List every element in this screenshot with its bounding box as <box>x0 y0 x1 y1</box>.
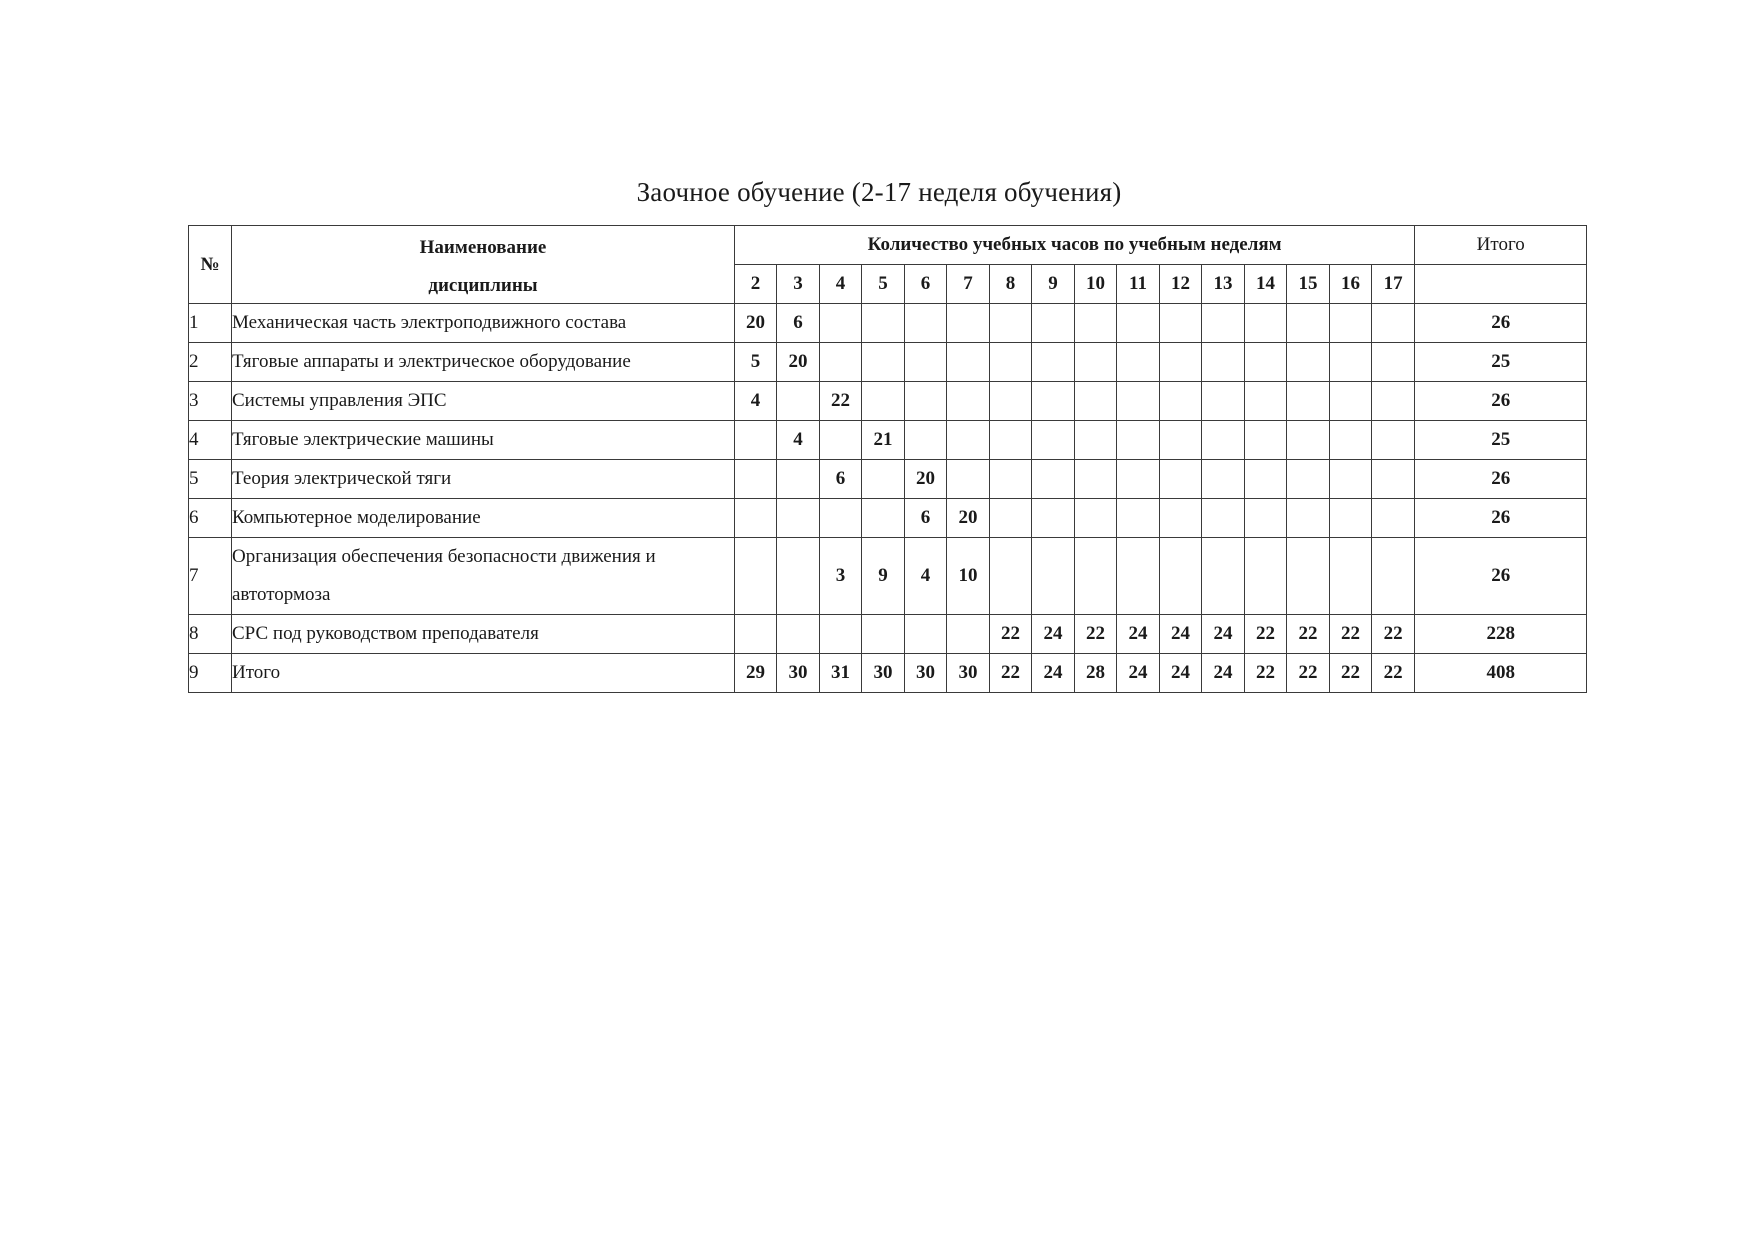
row-week-5-hours <box>862 615 905 654</box>
row-week-11-hours <box>1117 343 1160 382</box>
header-week-17: 17 <box>1372 265 1415 304</box>
header-week-5: 5 <box>862 265 905 304</box>
row-week-11-hours: 24 <box>1117 615 1160 654</box>
row-week-3-hours <box>777 382 820 421</box>
row-week-8-hours <box>990 538 1032 615</box>
row-week-12-hours: 24 <box>1160 654 1202 693</box>
table-row <box>189 460 1587 499</box>
row-week-9-hours <box>1032 421 1075 460</box>
row-week-12-hours <box>1160 538 1202 615</box>
row-week-2-hours: 20 <box>735 304 777 343</box>
row-week-17-hours: 22 <box>1372 654 1415 693</box>
row-week-16-hours <box>1330 538 1372 615</box>
header-week-2: 2 <box>735 265 777 304</box>
row-week-17-hours <box>1372 304 1415 343</box>
header-week-16: 16 <box>1330 265 1372 304</box>
row-week-4-hours <box>820 304 862 343</box>
row-week-14-hours <box>1245 499 1287 538</box>
row-week-6-hours: 30 <box>905 654 947 693</box>
row-week-12-hours <box>1160 460 1202 499</box>
row-week-15-hours <box>1287 499 1330 538</box>
row-week-3-hours <box>777 538 820 615</box>
row-week-9-hours <box>1032 499 1075 538</box>
table-row <box>189 304 1587 343</box>
row-total: 26 <box>1415 460 1587 499</box>
row-week-2-hours <box>735 460 777 499</box>
row-week-13-hours <box>1202 304 1245 343</box>
row-week-16-hours: 22 <box>1330 654 1372 693</box>
row-week-13-hours: 24 <box>1202 654 1245 693</box>
row-week-14-hours <box>1245 382 1287 421</box>
header-week-12: 12 <box>1160 265 1202 304</box>
row-week-3-hours: 4 <box>777 421 820 460</box>
header-week-11: 11 <box>1117 265 1160 304</box>
row-week-4-hours: 6 <box>820 460 862 499</box>
row-week-15-hours <box>1287 421 1330 460</box>
header-week-3: 3 <box>777 265 820 304</box>
row-week-16-hours <box>1330 343 1372 382</box>
row-discipline-name: СРС под руководством преподавателя <box>232 615 735 654</box>
row-week-6-hours <box>905 382 947 421</box>
row-week-5-hours: 21 <box>862 421 905 460</box>
row-number: 9 <box>189 654 232 693</box>
row-week-5-hours <box>862 382 905 421</box>
row-week-7-hours <box>947 460 990 499</box>
row-week-15-hours <box>1287 538 1330 615</box>
row-week-14-hours <box>1245 460 1287 499</box>
row-week-14-hours <box>1245 538 1287 615</box>
row-week-4-hours: 3 <box>820 538 862 615</box>
row-week-16-hours <box>1330 421 1372 460</box>
row-week-14-hours: 22 <box>1245 654 1287 693</box>
row-number: 8 <box>189 615 232 654</box>
row-week-17-hours <box>1372 460 1415 499</box>
row-number: 7 <box>189 538 232 615</box>
header-total: Итого <box>1415 226 1587 265</box>
row-number: 5 <box>189 460 232 499</box>
row-week-2-hours <box>735 421 777 460</box>
header-row-1 <box>189 226 1587 265</box>
row-week-13-hours <box>1202 460 1245 499</box>
row-week-15-hours: 22 <box>1287 615 1330 654</box>
row-week-4-hours <box>820 615 862 654</box>
row-week-14-hours: 22 <box>1245 615 1287 654</box>
row-discipline-name: Организация обеспечения безопасности движения и автотормоза <box>232 538 735 615</box>
row-week-16-hours <box>1330 499 1372 538</box>
row-week-13-hours <box>1202 538 1245 615</box>
table-row <box>189 343 1587 382</box>
row-week-16-hours <box>1330 382 1372 421</box>
row-discipline-name: Компьютерное моделирование <box>232 499 735 538</box>
row-week-10-hours: 22 <box>1075 615 1117 654</box>
row-week-16-hours: 22 <box>1330 615 1372 654</box>
row-week-3-hours: 6 <box>777 304 820 343</box>
row-week-7-hours <box>947 382 990 421</box>
row-week-8-hours <box>990 304 1032 343</box>
header-week-6: 6 <box>905 265 947 304</box>
row-week-9-hours <box>1032 460 1075 499</box>
row-week-4-hours <box>820 343 862 382</box>
row-week-7-hours: 10 <box>947 538 990 615</box>
table-row <box>189 382 1587 421</box>
row-number: 3 <box>189 382 232 421</box>
row-week-10-hours <box>1075 304 1117 343</box>
header-week-14: 14 <box>1245 265 1287 304</box>
row-week-14-hours <box>1245 304 1287 343</box>
row-week-17-hours <box>1372 382 1415 421</box>
page-title: Заочное обучение (2-17 неделя обучения) <box>636 177 1122 207</box>
header-weeks-group: Количество учебных часов по учебным неделям <box>735 226 1415 265</box>
row-week-2-hours <box>735 615 777 654</box>
row-week-4-hours: 22 <box>820 382 862 421</box>
header-discipline-line1: Наименование <box>419 236 547 258</box>
row-week-11-hours <box>1117 460 1160 499</box>
row-week-9-hours: 24 <box>1032 654 1075 693</box>
header-discipline-line2: дисциплины <box>428 274 538 296</box>
header-week-8: 8 <box>990 265 1032 304</box>
row-week-15-hours <box>1287 343 1330 382</box>
row-week-5-hours: 30 <box>862 654 905 693</box>
header-discipline <box>232 226 735 304</box>
row-week-2-hours <box>735 499 777 538</box>
header-week-13: 13 <box>1202 265 1245 304</box>
row-total: 26 <box>1415 304 1587 343</box>
row-week-17-hours <box>1372 538 1415 615</box>
row-week-3-hours: 30 <box>777 654 820 693</box>
row-week-7-hours <box>947 304 990 343</box>
table-row <box>189 615 1587 654</box>
table-row <box>189 538 1587 615</box>
row-week-13-hours <box>1202 382 1245 421</box>
row-total: 228 <box>1415 615 1587 654</box>
row-week-5-hours <box>862 343 905 382</box>
row-week-7-hours <box>947 421 990 460</box>
row-week-17-hours <box>1372 421 1415 460</box>
row-week-4-hours <box>820 421 862 460</box>
row-week-14-hours <box>1245 343 1287 382</box>
row-week-10-hours <box>1075 538 1117 615</box>
row-week-12-hours: 24 <box>1160 615 1202 654</box>
row-week-7-hours <box>947 615 990 654</box>
row-number: 6 <box>189 499 232 538</box>
row-week-13-hours <box>1202 499 1245 538</box>
row-week-8-hours <box>990 421 1032 460</box>
row-total: 26 <box>1415 499 1587 538</box>
row-week-8-hours <box>990 343 1032 382</box>
row-number: 4 <box>189 421 232 460</box>
row-discipline-name: Механическая часть электроподвижного состава <box>232 304 735 343</box>
header-week-7: 7 <box>947 265 990 304</box>
row-week-8-hours <box>990 382 1032 421</box>
header-week-15: 15 <box>1287 265 1330 304</box>
row-week-2-hours <box>735 538 777 615</box>
row-week-5-hours: 9 <box>862 538 905 615</box>
row-discipline-name: Системы управления ЭПС <box>232 382 735 421</box>
row-week-10-hours <box>1075 382 1117 421</box>
row-week-17-hours <box>1372 499 1415 538</box>
row-week-15-hours <box>1287 304 1330 343</box>
row-total: 25 <box>1415 343 1587 382</box>
row-number: 1 <box>189 304 232 343</box>
row-week-8-hours <box>990 460 1032 499</box>
row-week-11-hours: 24 <box>1117 654 1160 693</box>
row-week-2-hours: 5 <box>735 343 777 382</box>
row-week-16-hours <box>1330 460 1372 499</box>
row-discipline-name: Итого <box>232 654 735 693</box>
row-week-14-hours <box>1245 421 1287 460</box>
header-week-10: 10 <box>1075 265 1117 304</box>
table-row <box>189 499 1587 538</box>
header-week-4: 4 <box>820 265 862 304</box>
row-week-15-hours <box>1287 460 1330 499</box>
header-number: № <box>189 226 232 304</box>
row-discipline-name: Тяговые аппараты и электрическое оборудование <box>232 343 735 382</box>
row-week-4-hours: 31 <box>820 654 862 693</box>
table-row <box>189 421 1587 460</box>
row-total: 26 <box>1415 382 1587 421</box>
row-total: 25 <box>1415 421 1587 460</box>
schedule-table <box>188 225 1587 693</box>
row-week-5-hours <box>862 460 905 499</box>
row-week-8-hours: 22 <box>990 654 1032 693</box>
row-week-9-hours <box>1032 382 1075 421</box>
row-week-13-hours: 24 <box>1202 615 1245 654</box>
row-week-5-hours <box>862 304 905 343</box>
row-week-4-hours <box>820 499 862 538</box>
row-week-10-hours: 28 <box>1075 654 1117 693</box>
row-week-11-hours <box>1117 538 1160 615</box>
row-week-12-hours <box>1160 499 1202 538</box>
row-week-12-hours <box>1160 382 1202 421</box>
row-week-12-hours <box>1160 343 1202 382</box>
row-week-13-hours <box>1202 421 1245 460</box>
row-week-8-hours: 22 <box>990 615 1032 654</box>
row-total: 26 <box>1415 538 1587 615</box>
row-week-11-hours <box>1117 421 1160 460</box>
row-total: 408 <box>1415 654 1587 693</box>
row-week-9-hours <box>1032 304 1075 343</box>
row-week-11-hours <box>1117 499 1160 538</box>
row-week-6-hours: 20 <box>905 460 947 499</box>
row-week-15-hours <box>1287 382 1330 421</box>
row-week-6-hours <box>905 421 947 460</box>
row-week-5-hours <box>862 499 905 538</box>
row-week-3-hours: 20 <box>777 343 820 382</box>
row-week-10-hours <box>1075 499 1117 538</box>
row-week-11-hours <box>1117 304 1160 343</box>
row-week-13-hours <box>1202 343 1245 382</box>
row-week-16-hours <box>1330 304 1372 343</box>
row-week-7-hours <box>947 343 990 382</box>
row-discipline-name: Тяговые электрические машины <box>232 421 735 460</box>
row-week-6-hours: 6 <box>905 499 947 538</box>
row-week-6-hours <box>905 615 947 654</box>
row-week-12-hours <box>1160 421 1202 460</box>
row-week-7-hours: 30 <box>947 654 990 693</box>
row-week-3-hours <box>777 460 820 499</box>
table-row <box>189 654 1587 693</box>
row-week-2-hours: 29 <box>735 654 777 693</box>
row-week-3-hours <box>777 499 820 538</box>
row-week-3-hours <box>777 615 820 654</box>
row-week-17-hours <box>1372 343 1415 382</box>
row-week-8-hours <box>990 499 1032 538</box>
row-discipline-name: Теория электрической тяги <box>232 460 735 499</box>
row-week-9-hours <box>1032 343 1075 382</box>
row-week-10-hours <box>1075 343 1117 382</box>
row-week-10-hours <box>1075 460 1117 499</box>
row-week-15-hours: 22 <box>1287 654 1330 693</box>
row-week-10-hours <box>1075 421 1117 460</box>
row-number: 2 <box>189 343 232 382</box>
header-total-sub <box>1415 265 1587 304</box>
header-week-9: 9 <box>1032 265 1075 304</box>
row-week-6-hours <box>905 304 947 343</box>
row-week-9-hours: 24 <box>1032 615 1075 654</box>
row-week-2-hours: 4 <box>735 382 777 421</box>
row-week-11-hours <box>1117 382 1160 421</box>
row-week-12-hours <box>1160 304 1202 343</box>
row-week-17-hours: 22 <box>1372 615 1415 654</box>
row-week-7-hours: 20 <box>947 499 990 538</box>
row-week-6-hours: 4 <box>905 538 947 615</box>
row-week-9-hours <box>1032 538 1075 615</box>
row-week-6-hours <box>905 343 947 382</box>
